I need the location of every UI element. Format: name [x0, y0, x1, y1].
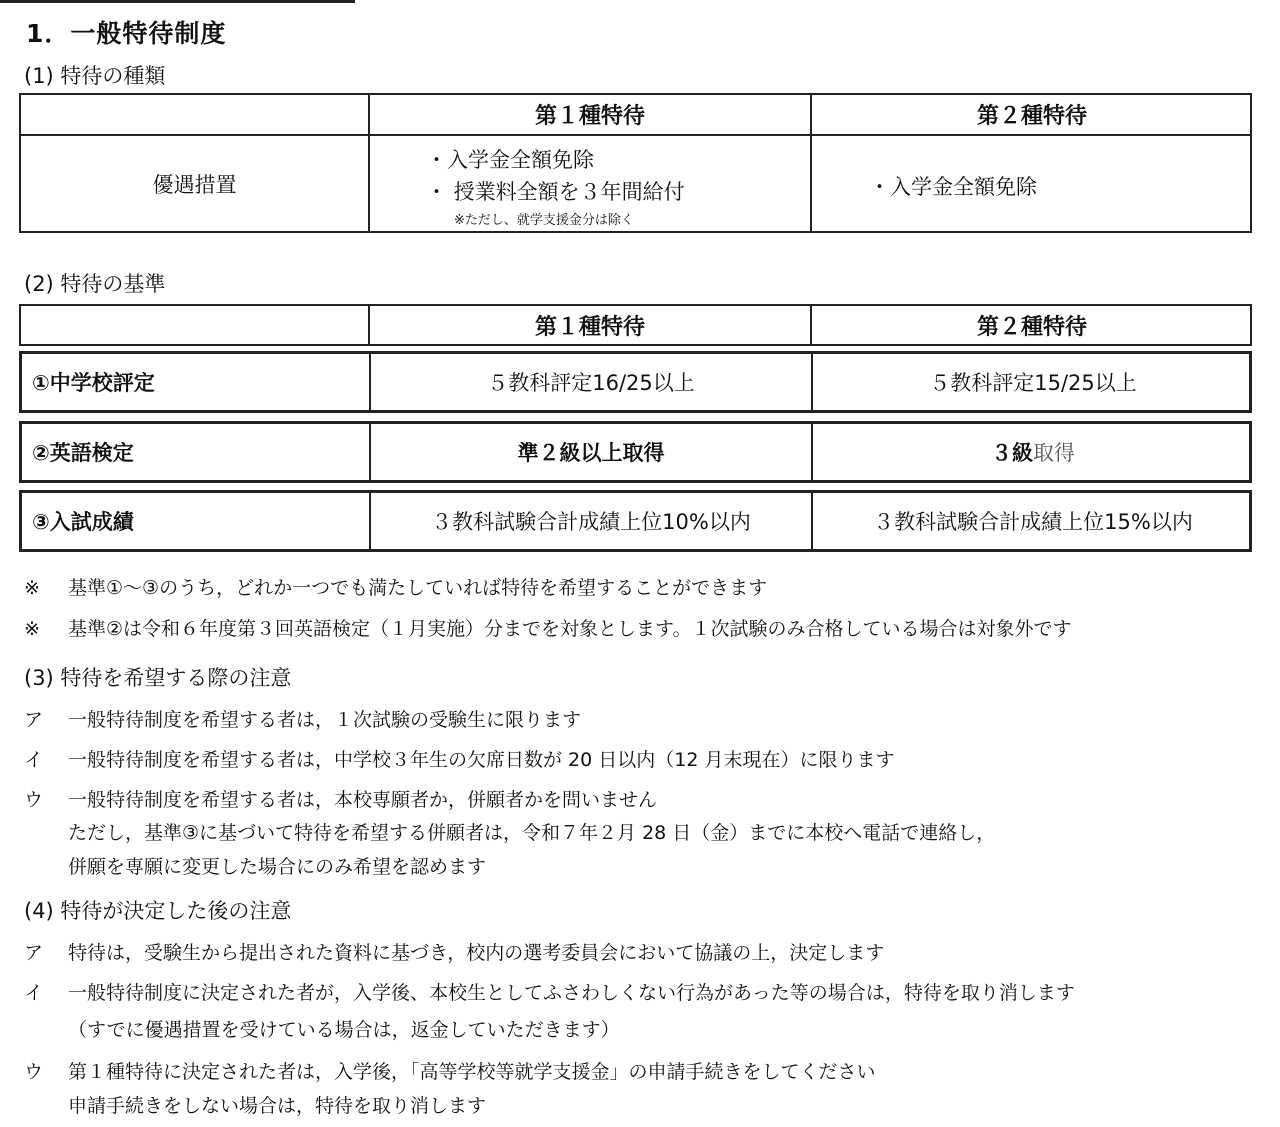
types-col1-item: ・ 授業料全額を３年間給付	[426, 180, 685, 204]
item-mark: ウ	[24, 1061, 44, 1083]
after-item	[24, 938, 884, 965]
criteria-col2-header: 第２種特待	[976, 314, 1087, 340]
criteria-row-label: ③入試成績	[32, 510, 134, 534]
types-heading: (1) 特待の種類	[24, 64, 166, 88]
note-mark: ※	[24, 618, 40, 640]
note-text: 基準②は令和６年度第３回英語検定（１月実施）分までを対象とします。１次試験のみ合格している場合は対象外です	[68, 618, 1072, 640]
item-text: 一般特待制度を希望する者は，１次試験の受験生に限ります	[68, 709, 582, 731]
after-item-cont: 申請手続きをしない場合は，特待を取り消します	[68, 1095, 487, 1117]
types-col1-item: ・入学金全額免除	[426, 148, 594, 172]
criteria-col1-header: 第１種特待	[534, 314, 645, 340]
after-heading: (4) 特待が決定した後の注意	[24, 899, 292, 923]
criteria-row-label: ②英語検定	[32, 441, 134, 465]
criteria-note	[24, 614, 1072, 641]
criteria-grade: ３級	[991, 441, 1033, 465]
item-text: 特待は，受験生から提出された資料に基づき，校内の選考委員会において協議の上，決定します	[68, 942, 885, 964]
criteria-row	[19, 490, 1252, 552]
item-mark: イ	[24, 982, 44, 1004]
after-item	[24, 1057, 876, 1084]
criteria-note	[24, 573, 767, 600]
apply-item	[24, 705, 581, 732]
criteria-row-col1: ５教科評定16/25以上	[487, 371, 695, 395]
item-text: 一般特待制度に決定された者が，入学後、本校生としてふさわしくない行為があった等の場合は，特待を取り消します	[68, 982, 1075, 1004]
after-item-cont: （すでに優遇措置を受けている場合は，返金していただきます）	[68, 1019, 620, 1041]
item-mark: ウ	[24, 789, 44, 811]
types-col2-item: ・入学金全額免除	[869, 175, 1037, 199]
apply-item-cont: 併願を専願に変更した場合にのみ希望を認めます	[68, 856, 487, 878]
section-title: 1．一般特待制度	[26, 19, 227, 48]
item-text: 一般特待制度を希望する者は，中学校３年生の欠席日数が 20 日以内（12 月末現在）に限ります	[68, 749, 895, 771]
item-mark: イ	[24, 749, 44, 771]
criteria-row-label: ①中学校評定	[32, 371, 155, 395]
criteria-row-col2: ３教科試験合計成績上位15%以内	[873, 510, 1193, 534]
apply-item	[24, 745, 894, 772]
item-mark: ア	[24, 942, 44, 964]
types-row-label: 優遇措置	[152, 172, 237, 197]
criteria-row-col2	[813, 424, 1253, 480]
criteria-row-col1: ３教科試験合計成績上位10%以内	[431, 510, 751, 534]
item-text: 一般特待制度を希望する者は，本校専願者か，併願者かを問いません	[68, 789, 658, 811]
types-col2-header: 第２種特待	[976, 104, 1087, 129]
types-table	[19, 93, 1252, 233]
criteria-grade-suffix: 取得	[1033, 441, 1075, 465]
top-rule	[0, 0, 355, 3]
criteria-row	[19, 421, 1252, 483]
apply-item	[24, 785, 657, 812]
item-text: 第１種特待に決定された者は，入学後，「高等学校等就学支援金」の申請手続きをしてください	[68, 1061, 876, 1083]
types-col1-note: ※ただし、就学支援金分は除く	[454, 213, 634, 228]
apply-item-cont: ただし，基準③に基づいて特待を希望する併願者は，令和７年２月 28 日（金）までに本校へ電話で連絡し，	[68, 822, 996, 844]
apply-heading: (3) 特待を希望する際の注意	[24, 666, 292, 690]
after-item	[24, 978, 1075, 1005]
criteria-heading: (2) 特待の基準	[24, 272, 166, 296]
types-col1-header: 第１種特待	[534, 104, 645, 129]
criteria-header-row	[19, 304, 1252, 346]
criteria-row-col1: 準２級以上取得	[517, 441, 665, 465]
criteria-row-col2: ５教科評定15/25以上	[929, 371, 1137, 395]
item-mark: ア	[24, 709, 44, 731]
criteria-row	[19, 351, 1252, 413]
note-mark: ※	[24, 577, 40, 599]
note-text: 基準①～③のうち，どれか一つでも満たしていれば特待を希望することができます	[68, 577, 768, 599]
